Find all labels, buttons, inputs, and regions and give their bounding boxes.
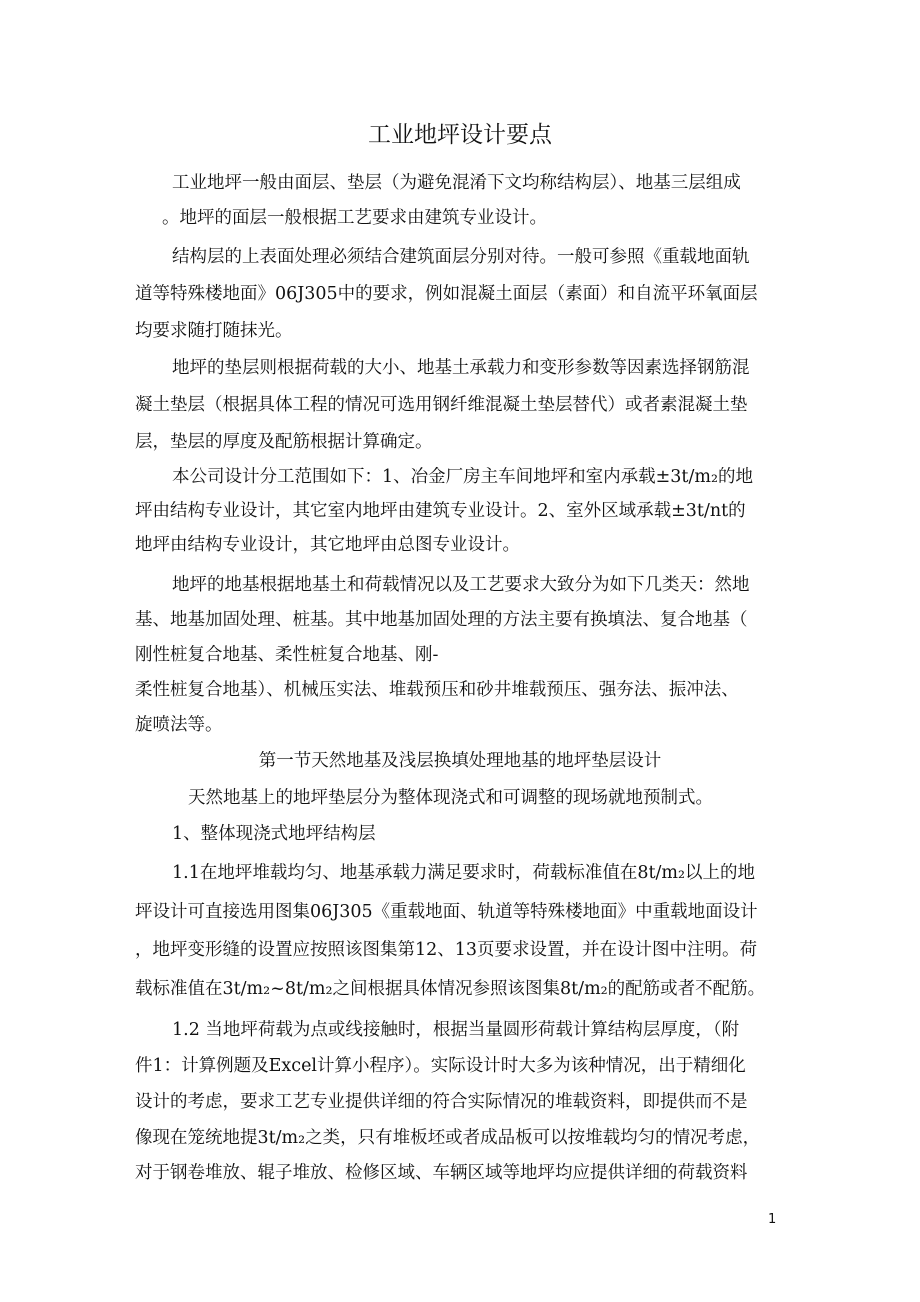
paragraph-line: 坪由结构专业设计，其它室内地坪由建筑专业设计。2、室外区域承载±3t/nt的 [135,501,746,521]
paragraph-line: 层，垫层的厚度及配筋根据计算确定。 [135,432,433,452]
paragraph-line: 天然地基上的地坪垫层分为整体现浇式和可调整的现场就地预制式。 [188,788,713,808]
paragraph-line: 地坪由结构专业设计，其它地坪由总图专业设计。 [135,535,520,555]
page-number: 1 [768,1212,777,1227]
paragraph-line: 件1：计算例题及Excel计算小程序）。实际设计时大多为该种情况，出于精细化 [135,1056,746,1076]
paragraph-line: 地坪的垫层则根据荷载的大小、地基土承载力和变形参数等因素选择钢筋混 [172,358,750,378]
section-heading: 第一节天然地基及浅层换填处理地基的地坪垫层设计 [258,751,662,771]
paragraph-line: 柔性桩复合地基）、机械压实法、堆载预压和砂井堆载预压、强夯法、振冲法、 [135,680,739,700]
paragraph-line: 工业地坪一般由面层、垫层（为避免混淆下文均称结构层）、地基三层组成 [172,173,741,193]
paragraph-line: 刚性桩复合地基、柔性桩复合地基、刚- [135,645,439,665]
paragraph-line: 地坪的地基根据地基土和荷载情况以及工艺要求大致分为如下几类天：然地 [172,575,750,595]
paragraph-line: 旋喷法等。 [135,715,223,735]
subsection-heading: 1、整体现浇式地坪结构层 [172,824,376,844]
paragraph-line: 道等特殊楼地面》06J305中的要求，例如混凝土面层（素面）和自流平环氧面层 [135,284,758,304]
paragraph-line: 基、地基加固处理、桩基。其中地基加固处理的方法主要有换填法、复合地基（ [135,610,748,630]
paragraph-line: 结构层的上表面处理必须结合建筑面层分别对待。一般可参照《重载地面轨 [172,247,750,267]
paragraph-line: 载标准值在3t/m₂~8t/m₂之间根据具体情况参照该图集8t/m₂的配筋或者不配筋。 [135,979,766,999]
paragraph-line: 坪设计可直接选用图集06J305《重载地面、轨道等特殊楼地面》中重载地面设计 [135,902,758,922]
paragraph-line: 设计的考虑，要求工艺专业提供详细的符合实际情况的堆载资料，即提供而不是 [135,1092,748,1112]
paragraph-line: ，地坪变形缝的设置应按照该图集第12、13页要求设置，并在设计图中注明。荷 [135,940,758,960]
page-title: 工业地坪设计要点 [368,122,552,148]
paragraph-line: 本公司设计分工范围如下：1、冶金厂房主车间地坪和室内承载±3t/m₂的地 [172,467,753,487]
paragraph-line: 像现在笼统地提3t/m₂之类，只有堆板坯或者成品板可以按堆载均匀的情况考虑， [135,1128,761,1148]
paragraph-line: 。地坪的面层一般根据工艺要求由建筑专业设计。 [162,208,547,228]
paragraph-line: 凝土垫层（根据具体工程的情况可选用钢纤维混凝土垫层替代）或者素混凝土垫 [135,395,748,415]
paragraph-line: 对于钢卷堆放、辊子堆放、检修区域、车辆区域等地坪均应提供详细的荷载资料 [135,1163,748,1183]
paragraph-line: 1.1在地坪堆载均匀、地基承载力满足要求时，荷载标准值在8t/m₂以上的地 [172,863,756,883]
paragraph-line: 均要求随打随抹光。 [135,321,293,341]
paragraph-line: 1.2 当地坪荷载为点或线接触时，根据当量圆形荷载计算结构层厚度，（附 [172,1020,740,1040]
